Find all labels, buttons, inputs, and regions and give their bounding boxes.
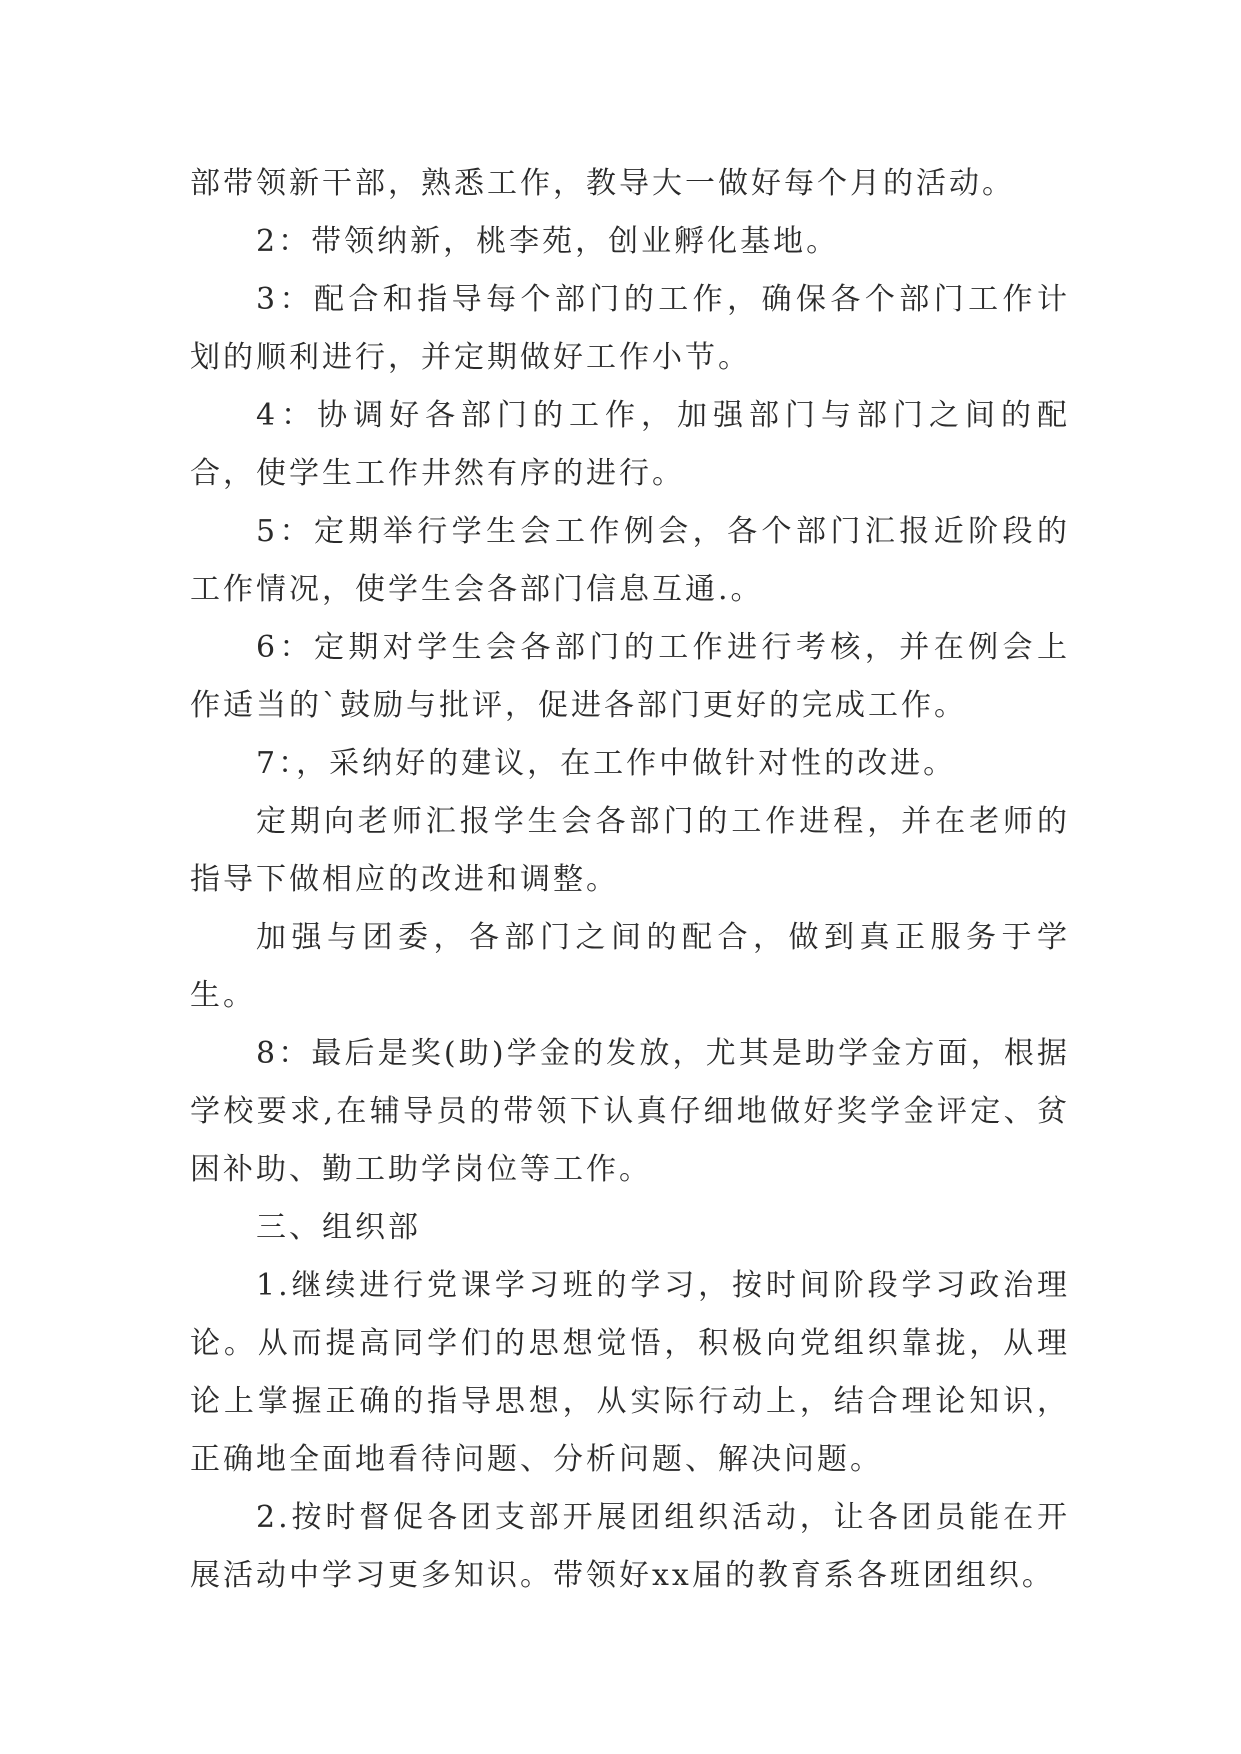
paragraph-item-5: 5：定期举行学生会工作例会，各个部门汇报近阶段的工作情况，使学生会各部门信息互通.。	[190, 514, 1070, 607]
paragraph-continuation: 部带领新干部，熟悉工作，教导大一做好每个月的活动。	[190, 166, 1015, 201]
paragraph-org-item-1: 1.继续进行党课学习班的学习，按时间阶段学习政治理论。从而提高同学们的思想觉悟，积极向党组织靠拢，从理论上掌握正确的指导思想，从实际行动上，结合理论知识，正确地全面地看待问题、分析问题、解决问题。	[190, 1268, 1070, 1477]
section-heading-organization: 三、组织部	[256, 1210, 421, 1245]
paragraph-item-2: 2：带领纳新，桃李苑，创业孵化基地。	[256, 224, 840, 259]
paragraph-report-teacher: 定期向老师汇报学生会各部门的工作进程，并在老师的指导下做相应的改进和调整。	[190, 804, 1070, 897]
paragraph-org-item-2: 2.按时督促各团支部开展团组织活动，让各团员能在开展活动中学习更多知识。带领好xx届的教育系各班团组织。	[190, 1500, 1070, 1593]
paragraph-item-3: 3：配合和指导每个部门的工作，确保各个部门工作计划的顺利进行，并定期做好工作小节。	[190, 282, 1070, 375]
paragraph-item-8: 8：最后是奖(助)学金的发放，尤其是助学金方面，根据学校要求,在辅导员的带领下认真仔细地做好奖学金评定、贫困补助、勤工助学岗位等工作。	[190, 1036, 1070, 1187]
paragraph-item-7: 7：，采纳好的建议，在工作中做针对性的改进。	[256, 746, 957, 781]
paragraph-item-4: 4：协调好各部门的工作，加强部门与部门之间的配合，使学生工作井然有序的进行。	[190, 398, 1070, 491]
paragraph-cooperation: 加强与团委，各部门之间的配合，做到真正服务于学生。	[190, 920, 1070, 1013]
paragraph-item-6: 6：定期对学生会各部门的工作进行考核，并在例会上作适当的`鼓励与批评，促进各部门更好的完成工作。	[190, 630, 1070, 723]
document-body	[190, 155, 1070, 1605]
